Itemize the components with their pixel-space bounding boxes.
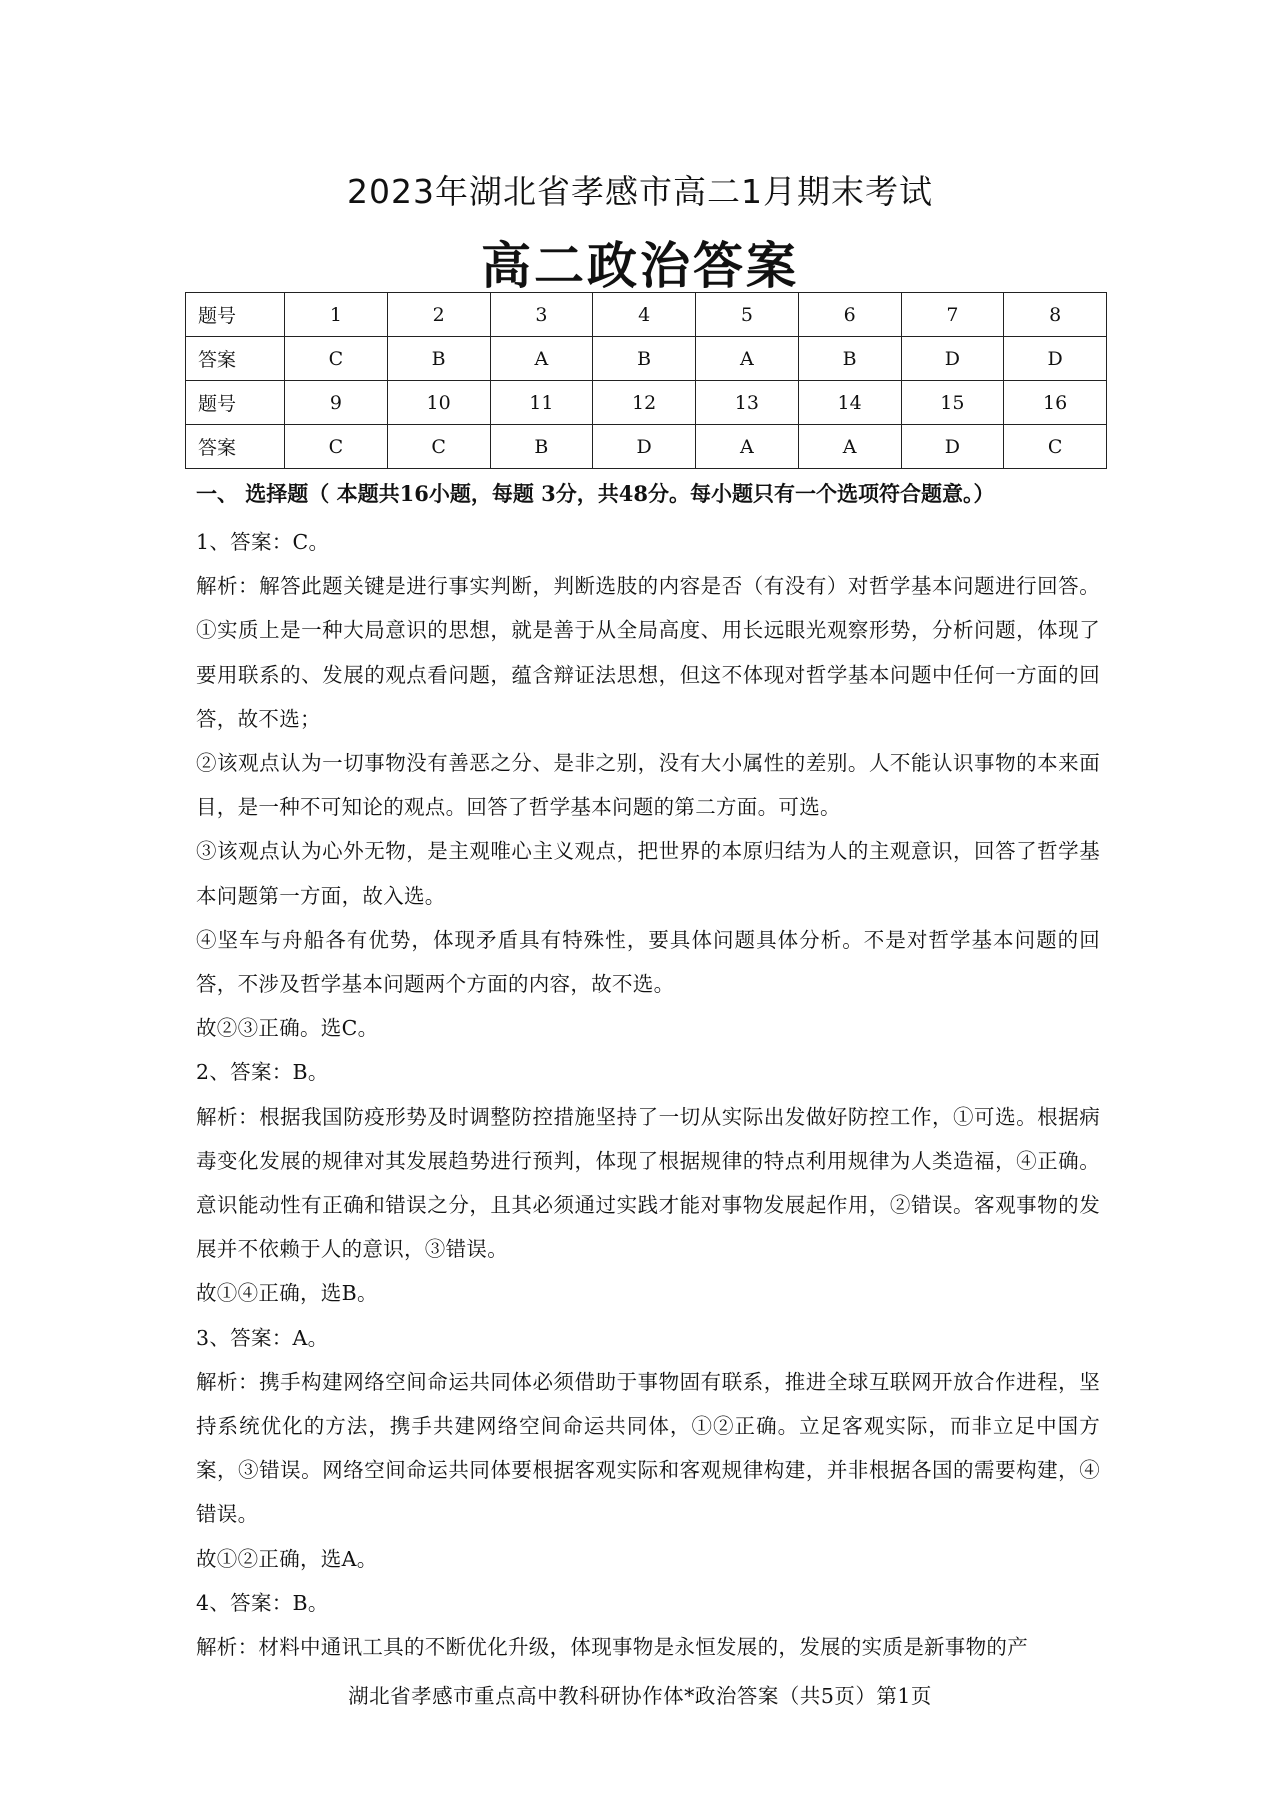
answer-cell: A (696, 337, 799, 381)
answer-cell: A (696, 425, 799, 469)
explanation-paragraph: 2、答案：B。 (196, 1060, 329, 1085)
number-row (186, 381, 1107, 425)
question-number-cell: 15 (901, 381, 1004, 425)
number-row (186, 293, 1107, 337)
explanation-paragraph: 解析：材料中通讯工具的不断优化升级，体现事物是永恒发展的，发展的实质是新事物的产 (196, 1635, 1028, 1660)
answer-cell: D (901, 337, 1004, 381)
answer-cell: D (593, 425, 696, 469)
answer-cell: B (798, 337, 901, 381)
question-number-cell: 3 (490, 293, 593, 337)
explanation-paragraph: ③该观点认为心外无物，是主观唯心主义观点，把世界的本原归结为人的主观意识，回答了哲学基本问题第一方面，故入选。 (196, 839, 1100, 908)
answer-cell: B (387, 337, 490, 381)
question-number-cell: 6 (798, 293, 901, 337)
answer-cell: C (285, 337, 388, 381)
explanation-paragraph: 解析：解答此题关键是进行事实判断，判断选肢的内容是否（有没有）对哲学基本问题进行回答。①实质上是一种大局意识的思想，就是善于从全局高度、用长远眼光观察形势，分析问题，体现了要用联系的、发展的观点看问题，蕴含辩证法思想，但这不体现对哲学基本问题中任何一方面的回答，故不选； (196, 574, 1100, 731)
question-number-cell: 14 (798, 381, 901, 425)
question-number-cell: 11 (490, 381, 593, 425)
question-number-cell: 4 (593, 293, 696, 337)
answer-table (185, 292, 1107, 469)
answer-cell: A (798, 425, 901, 469)
row-label-answer: 答案 (186, 425, 285, 469)
explanation-paragraph: 解析：根据我国防疫形势及时调整防控措施坚持了一切从实际出发做好防控工作，①可选。根据病毒变化发展的规律对其发展趋势进行预判，体现了根据规律的特点利用规律为人类造福，④正确。意识能动性有正确和错误之分，且其必须通过实践才能对事物发展起作用，②错误。客观事物的发展并不依赖于人的意识，③错误。 (196, 1104, 1100, 1262)
answer-cell: D (901, 425, 1004, 469)
section-heading: 一、 选择题（ 本题共16小题，每题 3分，共48分。每小题只有一个选项符合题意。） (196, 481, 995, 506)
question-number-cell: 1 (285, 293, 388, 337)
answer-cell: B (593, 337, 696, 381)
answer-cell: A (490, 337, 593, 381)
explanation-paragraph: 故②③正确。选C。 (196, 1016, 379, 1041)
question-number-cell: 13 (696, 381, 799, 425)
question-number-cell: 12 (593, 381, 696, 425)
document-title: 高二政治答案 (481, 237, 799, 295)
explanation-paragraph: ④坚车与舟船各有优势，体现矛盾具有特殊性，要具体问题具体分析。不是对哲学基本问题的回答，不涉及哲学基本问题两个方面的内容，故不选。 (196, 927, 1100, 997)
question-number-cell: 10 (387, 381, 490, 425)
row-label-answer: 答案 (186, 337, 285, 381)
answer-cell: D (1004, 337, 1107, 381)
explanation-paragraph: 4、答案：B。 (196, 1590, 329, 1615)
page-footer: 湖北省孝感市重点高中教科研协作体*政治答案（共5页）第1页 (348, 1684, 932, 1708)
answer-row (186, 425, 1107, 469)
explanation-paragraph: 解析：携手构建网络空间命运共同体必须借助于事物固有联系，推进全球互联网开放合作进程，坚持系统优化的方法，携手共建网络空间命运共同体，①②正确。立足客观实际，而非立足中国方案，③错误。网络空间命运共同体要根据客观实际和客观规律构建，并非根据各国的需要构建，④错误。 (196, 1369, 1100, 1527)
question-number-cell: 7 (901, 293, 1004, 337)
answer-cell: C (387, 425, 490, 469)
row-label-number: 题号 (186, 381, 285, 425)
answer-cell: B (490, 425, 593, 469)
answer-row (186, 337, 1107, 381)
explanation-paragraph: 3、答案：A。 (196, 1325, 329, 1350)
row-label-number: 题号 (186, 293, 285, 337)
explanation-paragraph: 故①②正确，选A。 (196, 1546, 378, 1571)
explanation-paragraph: 故①④正确，选B。 (196, 1281, 378, 1306)
answer-cell: C (1004, 425, 1107, 469)
question-number-cell: 2 (387, 293, 490, 337)
explanation-paragraph: 1、答案：C。 (196, 530, 330, 554)
question-number-cell: 5 (696, 293, 799, 337)
explanation-paragraph: ②该观点认为一切事物没有善恶之分、是非之别，没有大小属性的差别。人不能认识事物的本来面目，是一种不可知论的观点。回答了哲学基本问题的第二方面。可选。 (196, 751, 1100, 820)
answer-cell: C (285, 425, 388, 469)
explanations (196, 520, 1100, 1669)
question-number-cell: 8 (1004, 293, 1107, 337)
exam-title: 2023年湖北省孝感市高二1月期末考试 (347, 172, 933, 211)
question-number-cell: 9 (285, 381, 388, 425)
question-number-cell: 16 (1004, 381, 1107, 425)
